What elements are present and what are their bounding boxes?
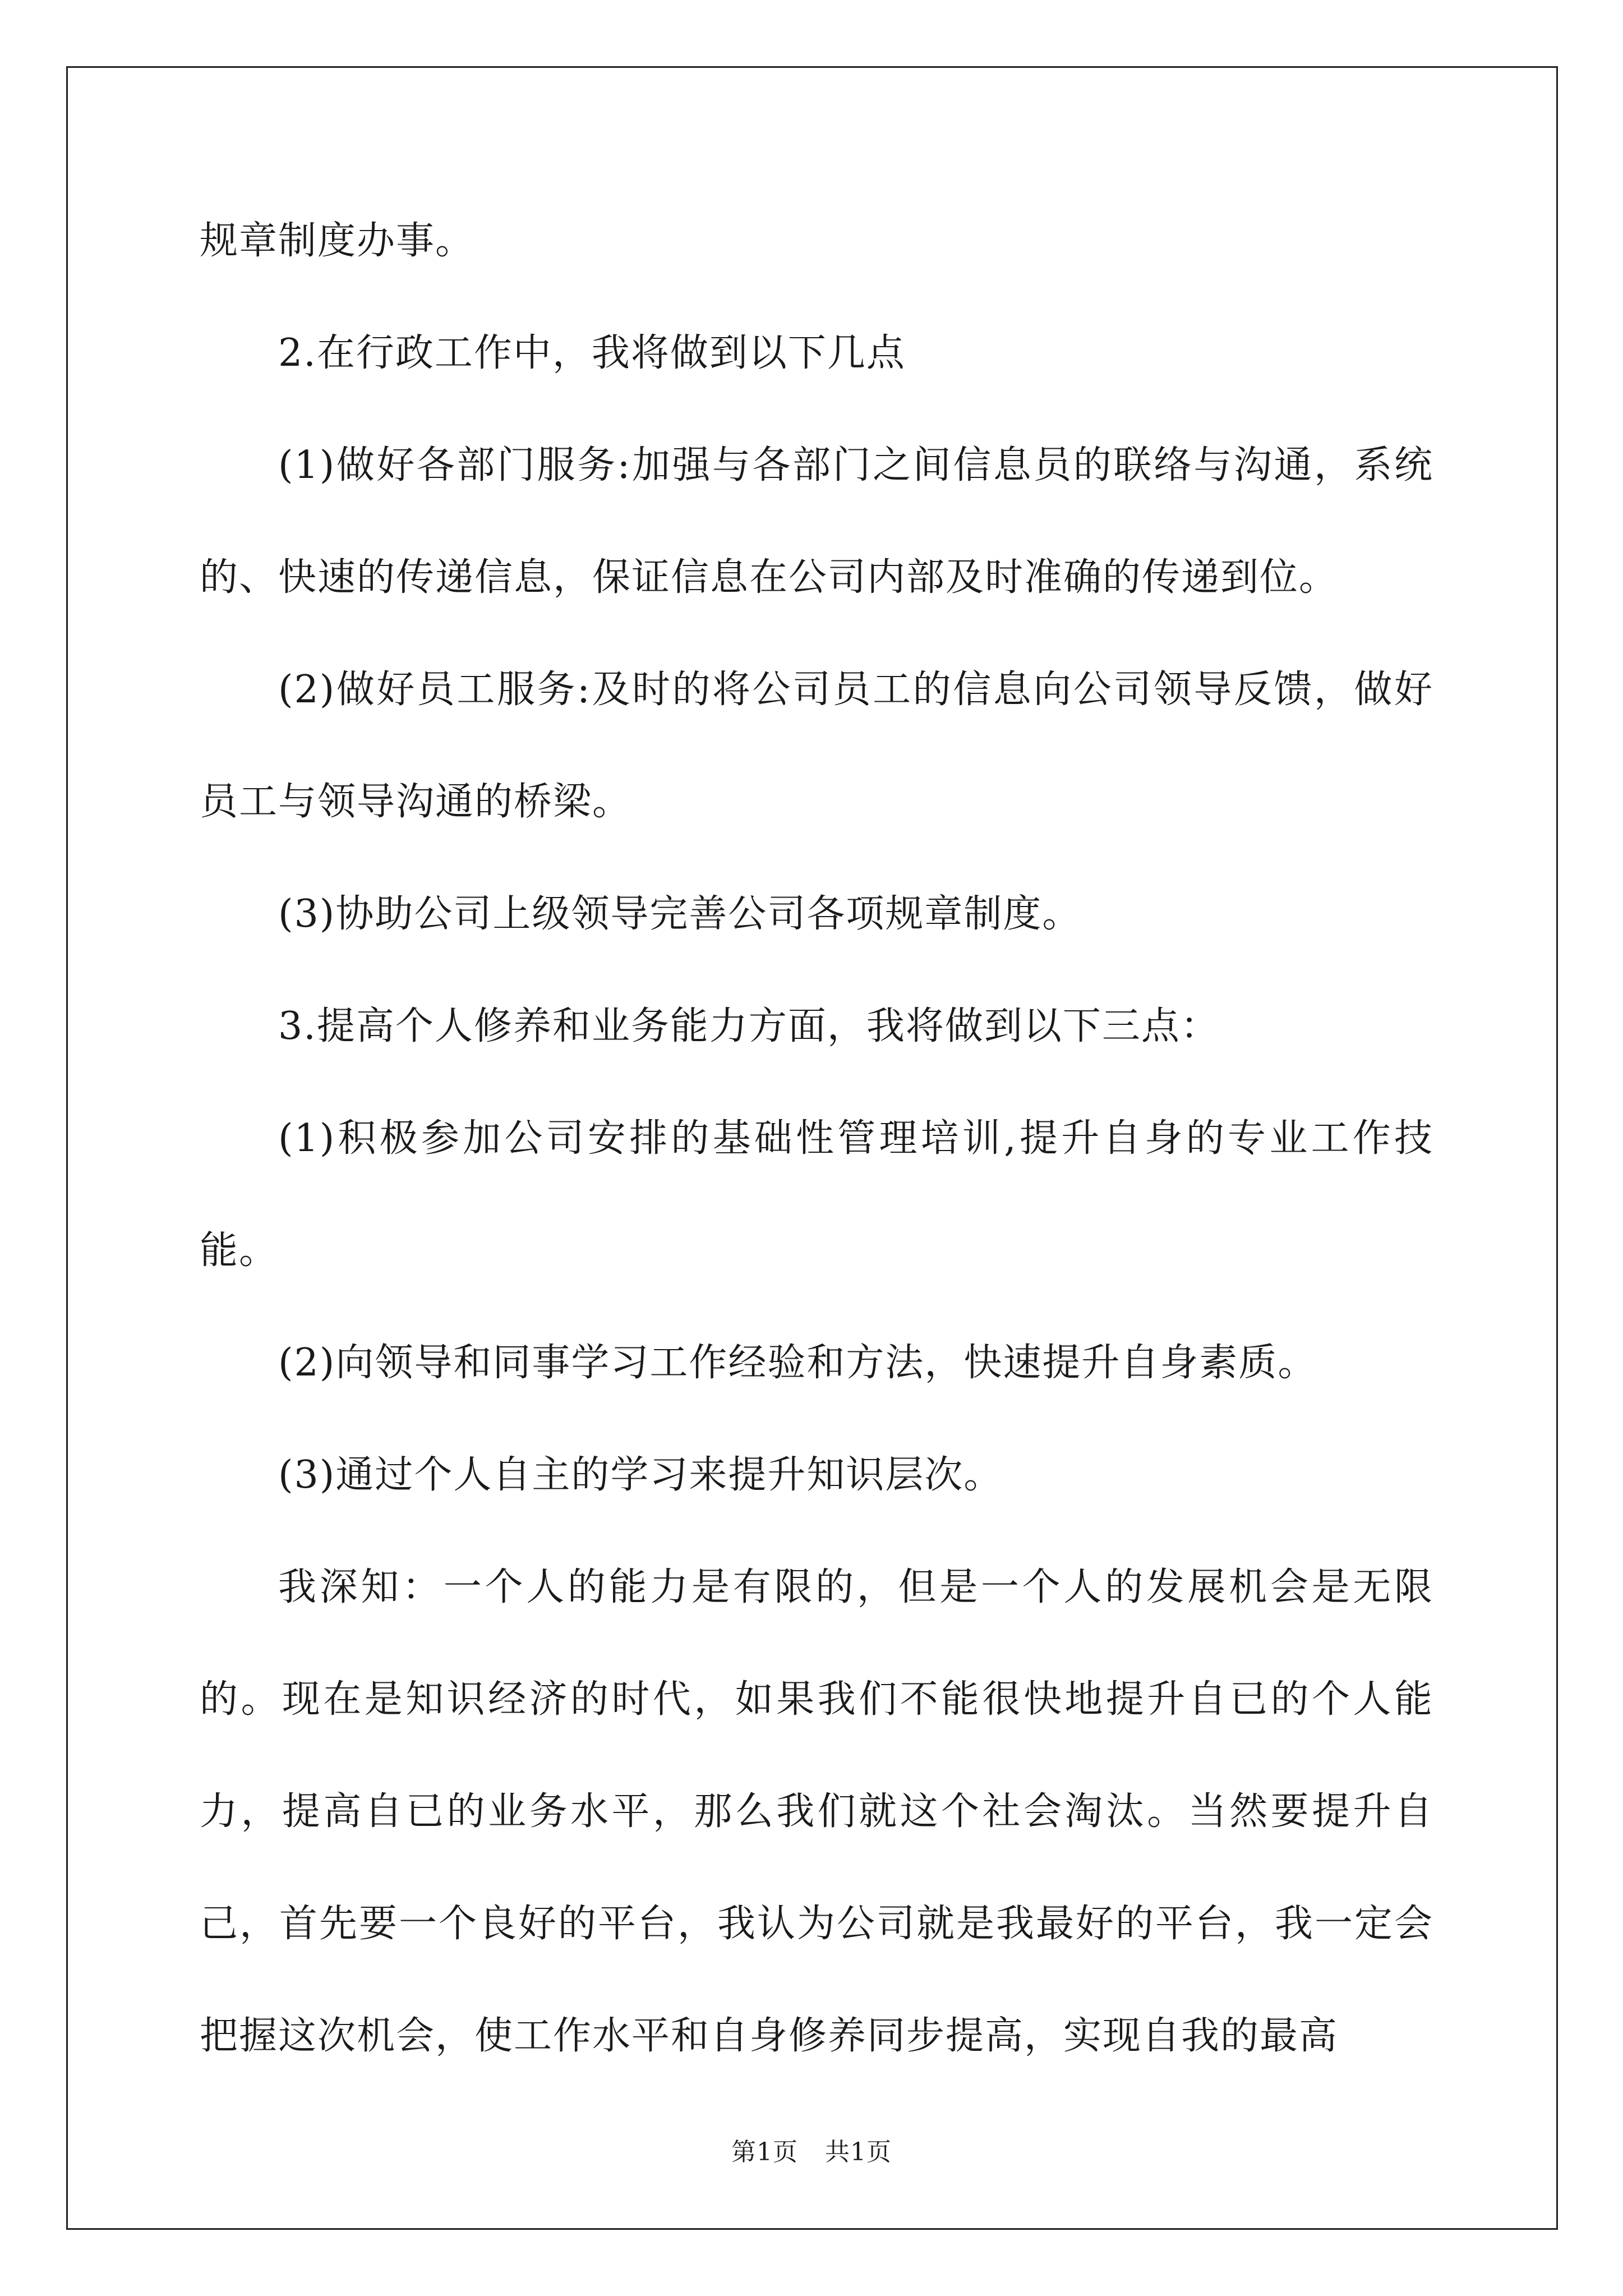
paragraph: (3)协助公司上级领导完善公司各项规章制度。 [278,892,1082,936]
paragraph: 规章制度办事。 [200,219,475,263]
paragraph: (3)通过个人自主的学习来提升知识层次。 [278,1453,1003,1497]
paragraph: 2.在行政工作中，我将做到以下几点 [278,331,906,375]
paragraph: (2)做好员工服务:及时的将公司员工的信息向公司领导反馈，做好员工与领导沟通的桥梁。 [200,668,1433,824]
page-number: 第1页 [731,2138,798,2166]
paragraph: 我深知：一个人的能力是有限的，但是一个人的发展机会是无限的。现在是知识经济的时代，如果我们不能很快地提升自已的个人能力，提高自已的业务水平，那么我们就这个社会淘汰。当然要提升自己，首先要一个良好的平台，我认为公司就是我最好的平台，我一定会把握这次机会，使工作水平和自身修养同步提高，实现自我的最高 [200,1565,1433,2058]
document-body [200,185,1433,2092]
paragraph: (1)做好各部门服务:加强与各部门之间信息员的联络与沟通，系统的、快速的传递信息，保证信息在公司内部及时准确的传递到位。 [200,443,1433,600]
page-total: 共1页 [825,2138,892,2166]
page-footer [0,2132,1623,2168]
paragraph: (2)向领导和同事学习工作经验和方法，快速提升自身素质。 [278,1341,1317,1385]
paragraph: (1)积极参加公司安排的基础性管理培训,提升自身的专业工作技能。 [200,1116,1433,1273]
paragraph: 3.提高个人修养和业务能力方面，我将做到以下三点： [278,1004,1220,1048]
